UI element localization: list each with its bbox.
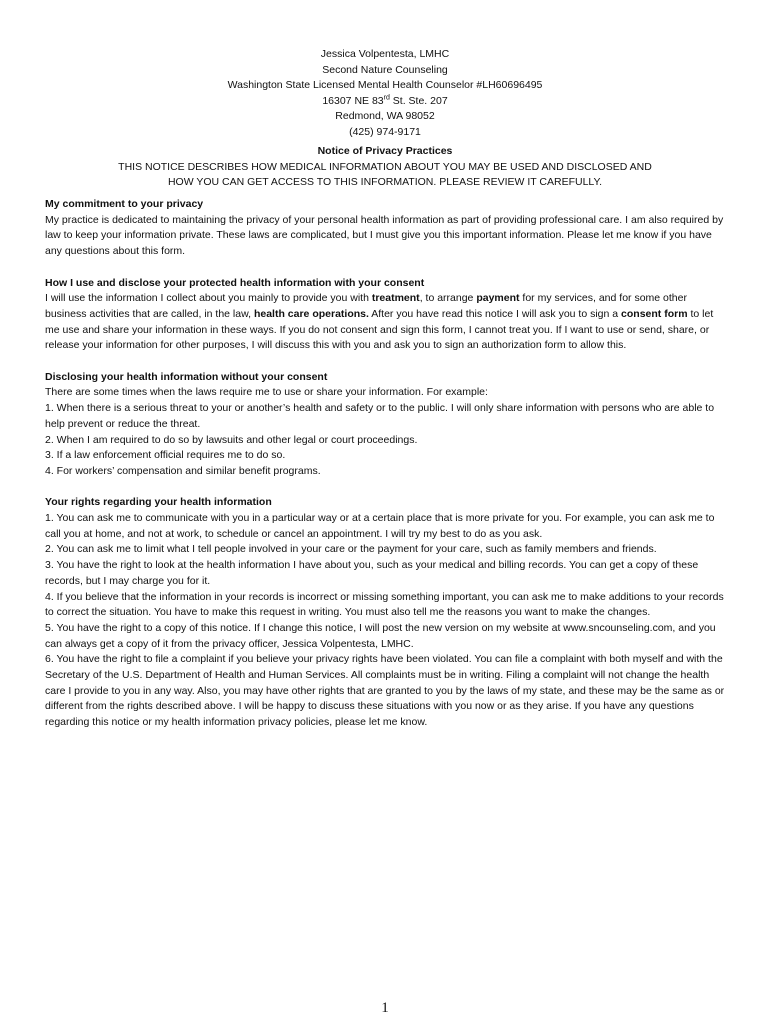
text-run: I will use the information I collect about you mainly to provide you with: [45, 292, 372, 305]
notice-body: [45, 197, 725, 731]
ordinal-suffix: rd: [383, 94, 390, 101]
list-item: 1. You can ask me to communicate with you in a particular way or at a certain place that is more private for you. For example, you can ask me to call you at home, and not at work, to schedule or cancel an appointment. I will try my best to do as you ask.: [45, 512, 715, 540]
list-item: 3. You have the right to look at the health information I have about you, such as your medical and billing records. You can get a copy of these records, but I may charge you for it.: [45, 559, 699, 587]
text-run: , to arrange: [419, 292, 477, 305]
bold-term-consent-form: consent form: [621, 307, 688, 320]
counselor-name: Jessica Volpentesta, LMHC: [320, 48, 450, 60]
bold-term-payment: payment: [476, 292, 520, 305]
section-rights: [45, 495, 725, 731]
letterhead: [0, 47, 770, 191]
list-item: 2. You can ask me to limit what I tell people involved in your care or the payment for your care, such as family members and friends.: [45, 543, 657, 556]
section-disclosing: [45, 370, 725, 480]
section-commitment: [45, 197, 725, 260]
city-state-zip: Redmond, WA 98052: [335, 110, 435, 122]
list-item: 1. When there is a serious threat to your or another’s health and safety or to the public. I will only share information with persons who are able to help prevent or reduce the threat.: [45, 402, 715, 430]
section-title: Disclosing your health information without your consent: [45, 370, 328, 383]
notice-banner-line-2: HOW YOU CAN GET ACCESS TO THIS INFORMATION. PLEASE REVIEW IT CAREFULLY.: [167, 176, 603, 188]
text-run: for my services, and for some other business activities that are called, in the law,: [45, 292, 687, 320]
street-address-post: St. Ste. 207: [389, 94, 448, 107]
list-item: 3. If a law enforcement official requires me to do so.: [45, 449, 286, 462]
notice-banner-line-1: THIS NOTICE DESCRIBES HOW MEDICAL INFORMATION ABOUT YOU MAY BE USED AND DISCLOSED AND: [118, 160, 652, 173]
list-item: 2. When I am required to do so by lawsuits and other legal or court proceedings.: [45, 433, 418, 446]
section-title: My commitment to your privacy: [45, 198, 204, 210]
section-title: How I use and disclose your protected health information with your consent: [45, 276, 425, 289]
section-title: Your rights regarding your health information: [45, 496, 272, 509]
list-item: 6. You have the right to file a complaint if you believe your privacy rights have been violated. You can file a complaint with both myself and with the Secretary of the U.S. Department of Health and Human Services. All complaints must be in writing. Filing a complaint will not change the health care I provide to you in any way. Also, you may have other rights that are granted to you by the laws of my state, and these may be the same as or different from the rights described above. I will be happy to discuss these situations with you now or as they arise. If you have any questions regarding this notice or my health information privacy policies, please let me know.: [45, 653, 725, 729]
street-address: [0, 94, 770, 110]
list-item: 5. You have the right to a copy of this notice. If I change this notice, I will post the new version on my website at www.sncounseling.com, and you can always get a copy of it from the privacy officer, Jessica Volpentesta, LMHC.: [45, 621, 716, 650]
bold-term-treatment: treatment: [371, 292, 420, 305]
text-run: to let me use and share your information in these ways. If you do not consent and sign this form, I cannot treat you. If I want to use or send, share, or release your information for other purposes, I will discuss this with you and ask you to sign an authorization form to allow this.: [45, 307, 714, 352]
text-run: After you have read this notice I will ask you to sign a: [368, 307, 622, 320]
notice-title: Notice of Privacy Practices: [317, 145, 453, 157]
list-item: 4. For workers’ compensation and similar benefit programs.: [45, 464, 321, 477]
paragraph: [45, 291, 725, 354]
paragraph: My practice is dedicated to maintaining the privacy of your personal health information as part of providing professional care. I am also required by law to keep your information private. These laws are complicated, but I must give you this important information. Please let me know if you have any questions about this form.: [45, 213, 724, 258]
phone-number: (425) 974-9171: [349, 125, 421, 138]
bold-term-operations: health care operations.: [253, 307, 369, 320]
section-consent: [45, 276, 725, 355]
list-item: 4. If you believe that the information in your records is incorrect or missing something important, you can ask me to make additions to your records to correct the situation. You have to make this request in writing. You must also tell me the reasons you want to make the changes.: [45, 590, 724, 619]
practice-name: Second Nature Counseling: [322, 63, 448, 76]
page-number: 1: [381, 1000, 389, 1016]
paragraph: There are some times when the laws require me to use or share your information. For example:: [45, 386, 488, 399]
street-address-pre: 16307 NE 83: [322, 94, 384, 107]
license-line: Washington State Licensed Mental Health Counselor #LH60696495: [227, 79, 543, 91]
